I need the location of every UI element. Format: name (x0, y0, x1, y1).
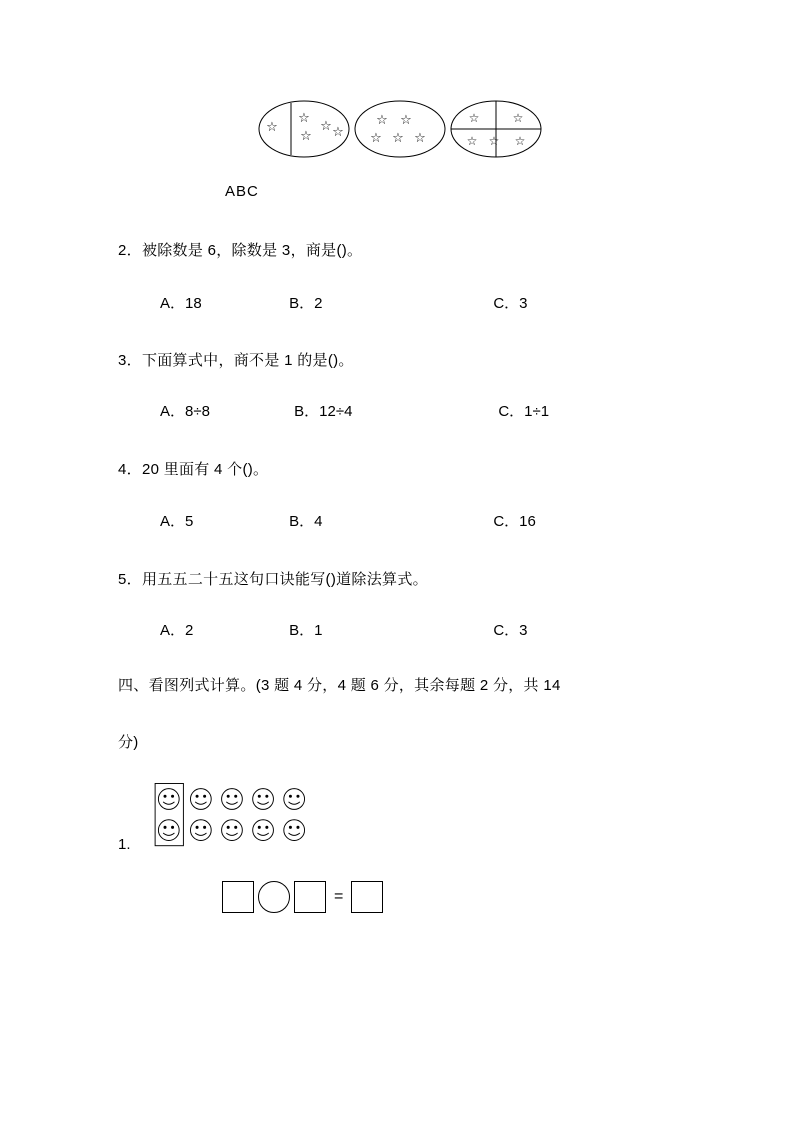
smiley-face-array (152, 783, 327, 849)
svg-text:☆: ☆ (300, 129, 312, 144)
svg-text:☆: ☆ (320, 119, 332, 134)
svg-text:☆: ☆ (468, 111, 480, 125)
question-5-option-b[interactable]: B．1 (289, 622, 323, 639)
question-3-options (160, 401, 549, 423)
question-5-option-a[interactable]: A．2 (160, 622, 194, 639)
question-5-option-c[interactable]: C．3 (493, 622, 528, 639)
svg-text:☆: ☆ (400, 113, 412, 128)
star-ellipse-c (450, 100, 542, 158)
star-ellipse-b (354, 100, 446, 158)
svg-text:☆: ☆ (266, 120, 278, 135)
svg-text:☆: ☆ (466, 134, 478, 148)
question-5-text: 5．用五五二十五这句口诀能写()道除法算式。 (118, 571, 428, 588)
question-4-option-b[interactable]: B．4 (289, 513, 323, 530)
svg-text:☆: ☆ (298, 111, 310, 126)
svg-text:☆: ☆ (370, 131, 382, 146)
abc-label: ABC (225, 183, 259, 200)
question-2-option-c[interactable]: C．3 (493, 295, 528, 312)
svg-text:☆: ☆ (488, 134, 500, 148)
question-3-text: 3．下面算式中，商不是 1 的是()。 (118, 352, 354, 369)
svg-text:☆: ☆ (512, 111, 524, 125)
svg-text:☆: ☆ (514, 134, 526, 148)
question-2-option-b[interactable]: B．2 (289, 295, 323, 312)
question-4-option-a[interactable]: A．5 (160, 513, 194, 530)
answer-box-1[interactable] (222, 881, 254, 913)
star-ellipse-a (258, 100, 350, 158)
item-number-1: 1. (118, 836, 131, 853)
question-5-options (160, 620, 528, 642)
answer-box-2[interactable] (294, 881, 326, 913)
svg-text:☆: ☆ (376, 113, 388, 128)
question-2-text: 2．被除数是 6，除数是 3，商是()。 (118, 242, 363, 259)
equals-sign: = (334, 888, 344, 905)
question-3-option-c[interactable]: C．1÷1 (498, 403, 550, 420)
svg-text:☆: ☆ (332, 125, 344, 140)
question-4-options (160, 511, 536, 533)
question-2-option-a[interactable]: A．18 (160, 295, 202, 312)
question-2-options (160, 293, 528, 315)
star-ellipse-diagrams (258, 100, 548, 158)
answer-box-result[interactable] (351, 881, 383, 913)
question-4-option-c[interactable]: C．16 (493, 513, 536, 530)
answer-expression-row (222, 881, 383, 913)
question-3-option-a[interactable]: A．8÷8 (160, 403, 210, 420)
svg-text:☆: ☆ (392, 131, 404, 146)
question-3-option-b[interactable]: B．12÷4 (294, 403, 353, 420)
operator-circle[interactable] (258, 881, 290, 913)
section-heading-line-2: 分) (118, 734, 139, 751)
question-4-text: 4．20 里面有 4 个()。 (118, 461, 269, 478)
section-heading-line-1: 四、看图列式计算。(3 题 4 分，4 题 6 分，其余每题 2 分，共 14 (118, 677, 561, 694)
svg-text:☆: ☆ (414, 131, 426, 146)
